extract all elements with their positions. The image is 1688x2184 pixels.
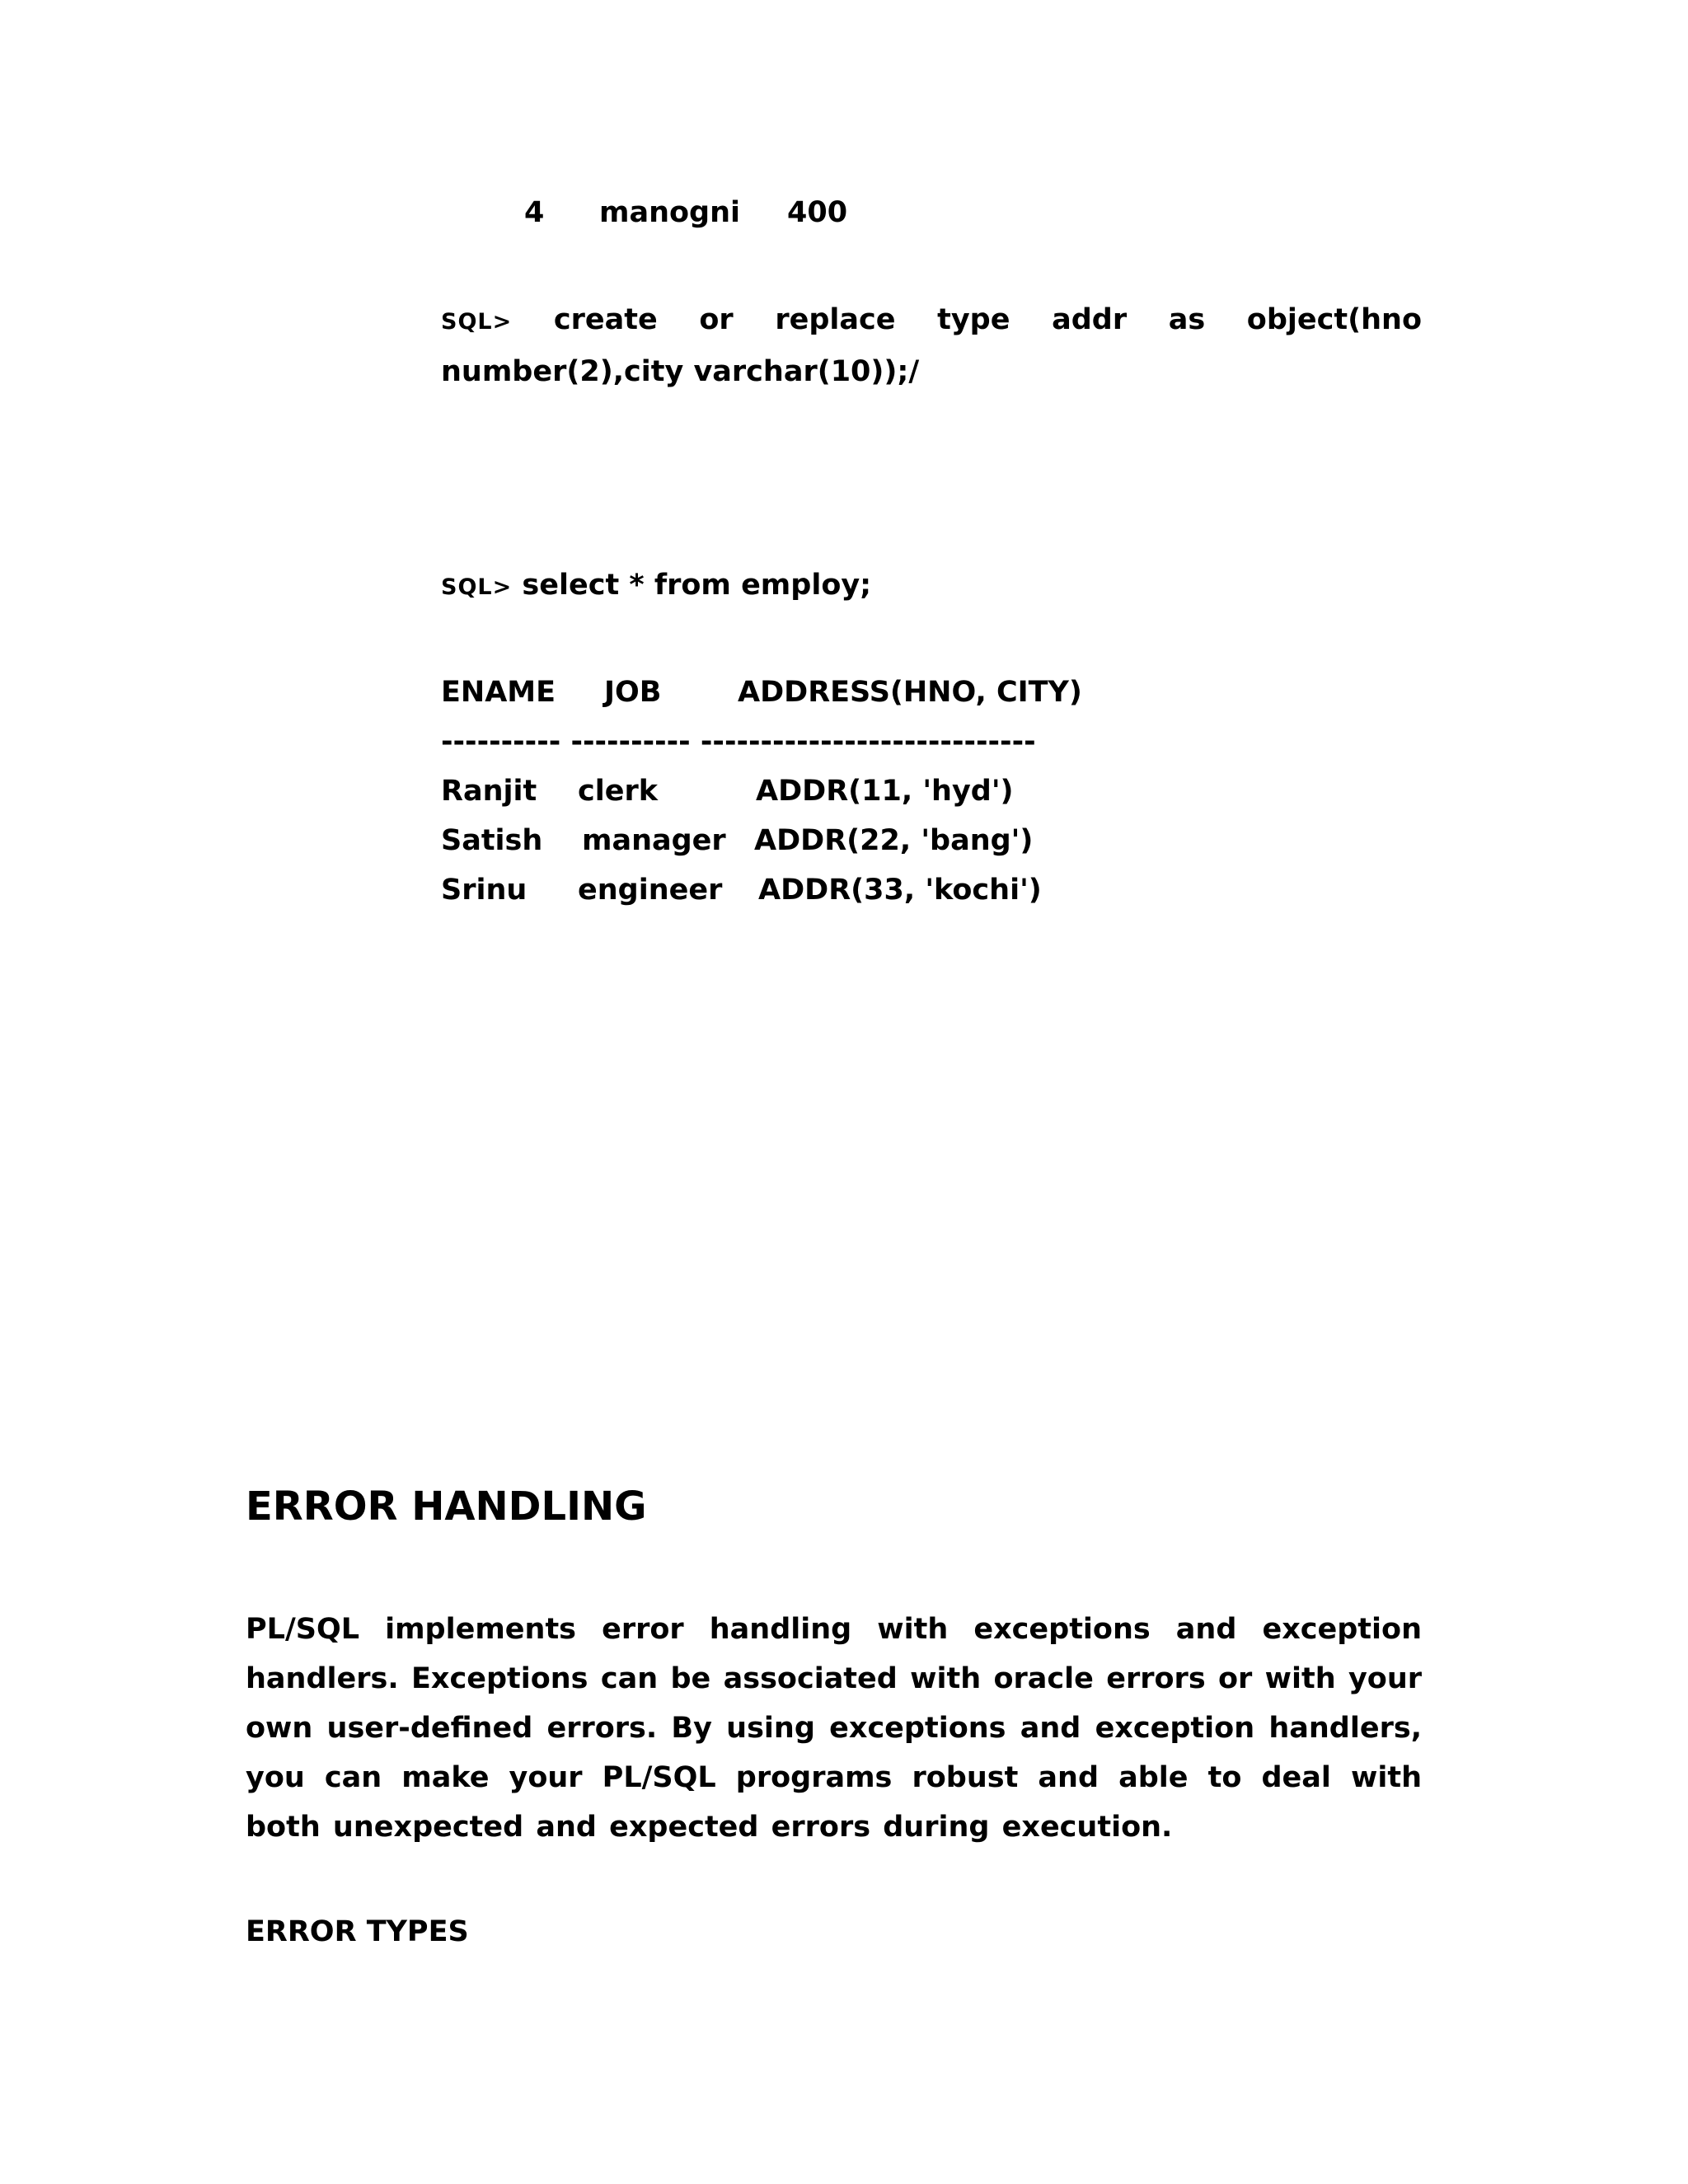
cell-job: clerk (578, 775, 659, 808)
section-paragraph: PL/SQL implements error handling with exceptions and exception handlers. Exceptions can be associated with oracle errors or with your own user-defined errors. By using exceptions and exception handlers, you can make your PL/SQL programs robust and able to deal with both unexpected and expected errors during execution. (246, 1613, 1422, 1844)
column-header-job: JOB (604, 676, 662, 709)
prev-row-id: 4 (524, 196, 545, 229)
create-statement-text: create or replace type addr as object(hno number(2),city varchar(10));/ (441, 303, 1422, 388)
section-subheading: ERROR TYPES (246, 1915, 469, 1948)
sql-prompt: SQL> (441, 309, 513, 335)
cell-job: engineer (578, 874, 723, 907)
column-header-ename: ENAME (441, 676, 556, 709)
column-separator: ---------- ---------- ---------------------------- (441, 725, 1036, 758)
select-statement-text: select * from employ; (522, 569, 872, 602)
prev-row-name: manogni (599, 196, 741, 229)
column-header-address: ADDRESS(HNO, CITY) (738, 676, 1082, 709)
sql-prompt: SQL> (441, 574, 513, 600)
cell-address: ADDR(33, 'kochi') (758, 874, 1042, 907)
section-heading: ERROR HANDLING (246, 1483, 647, 1530)
cell-address: ADDR(11, 'hyd') (756, 775, 1014, 808)
cell-ename: Satish (441, 824, 543, 857)
cell-ename: Srinu (441, 874, 528, 907)
cell-ename: Ranjit (441, 775, 537, 808)
cell-address: ADDR(22, 'bang') (754, 824, 1034, 857)
select-statement (441, 567, 871, 606)
prev-row-amount: 400 (787, 196, 848, 229)
create-statement (441, 295, 1422, 397)
cell-job: manager (582, 824, 726, 857)
